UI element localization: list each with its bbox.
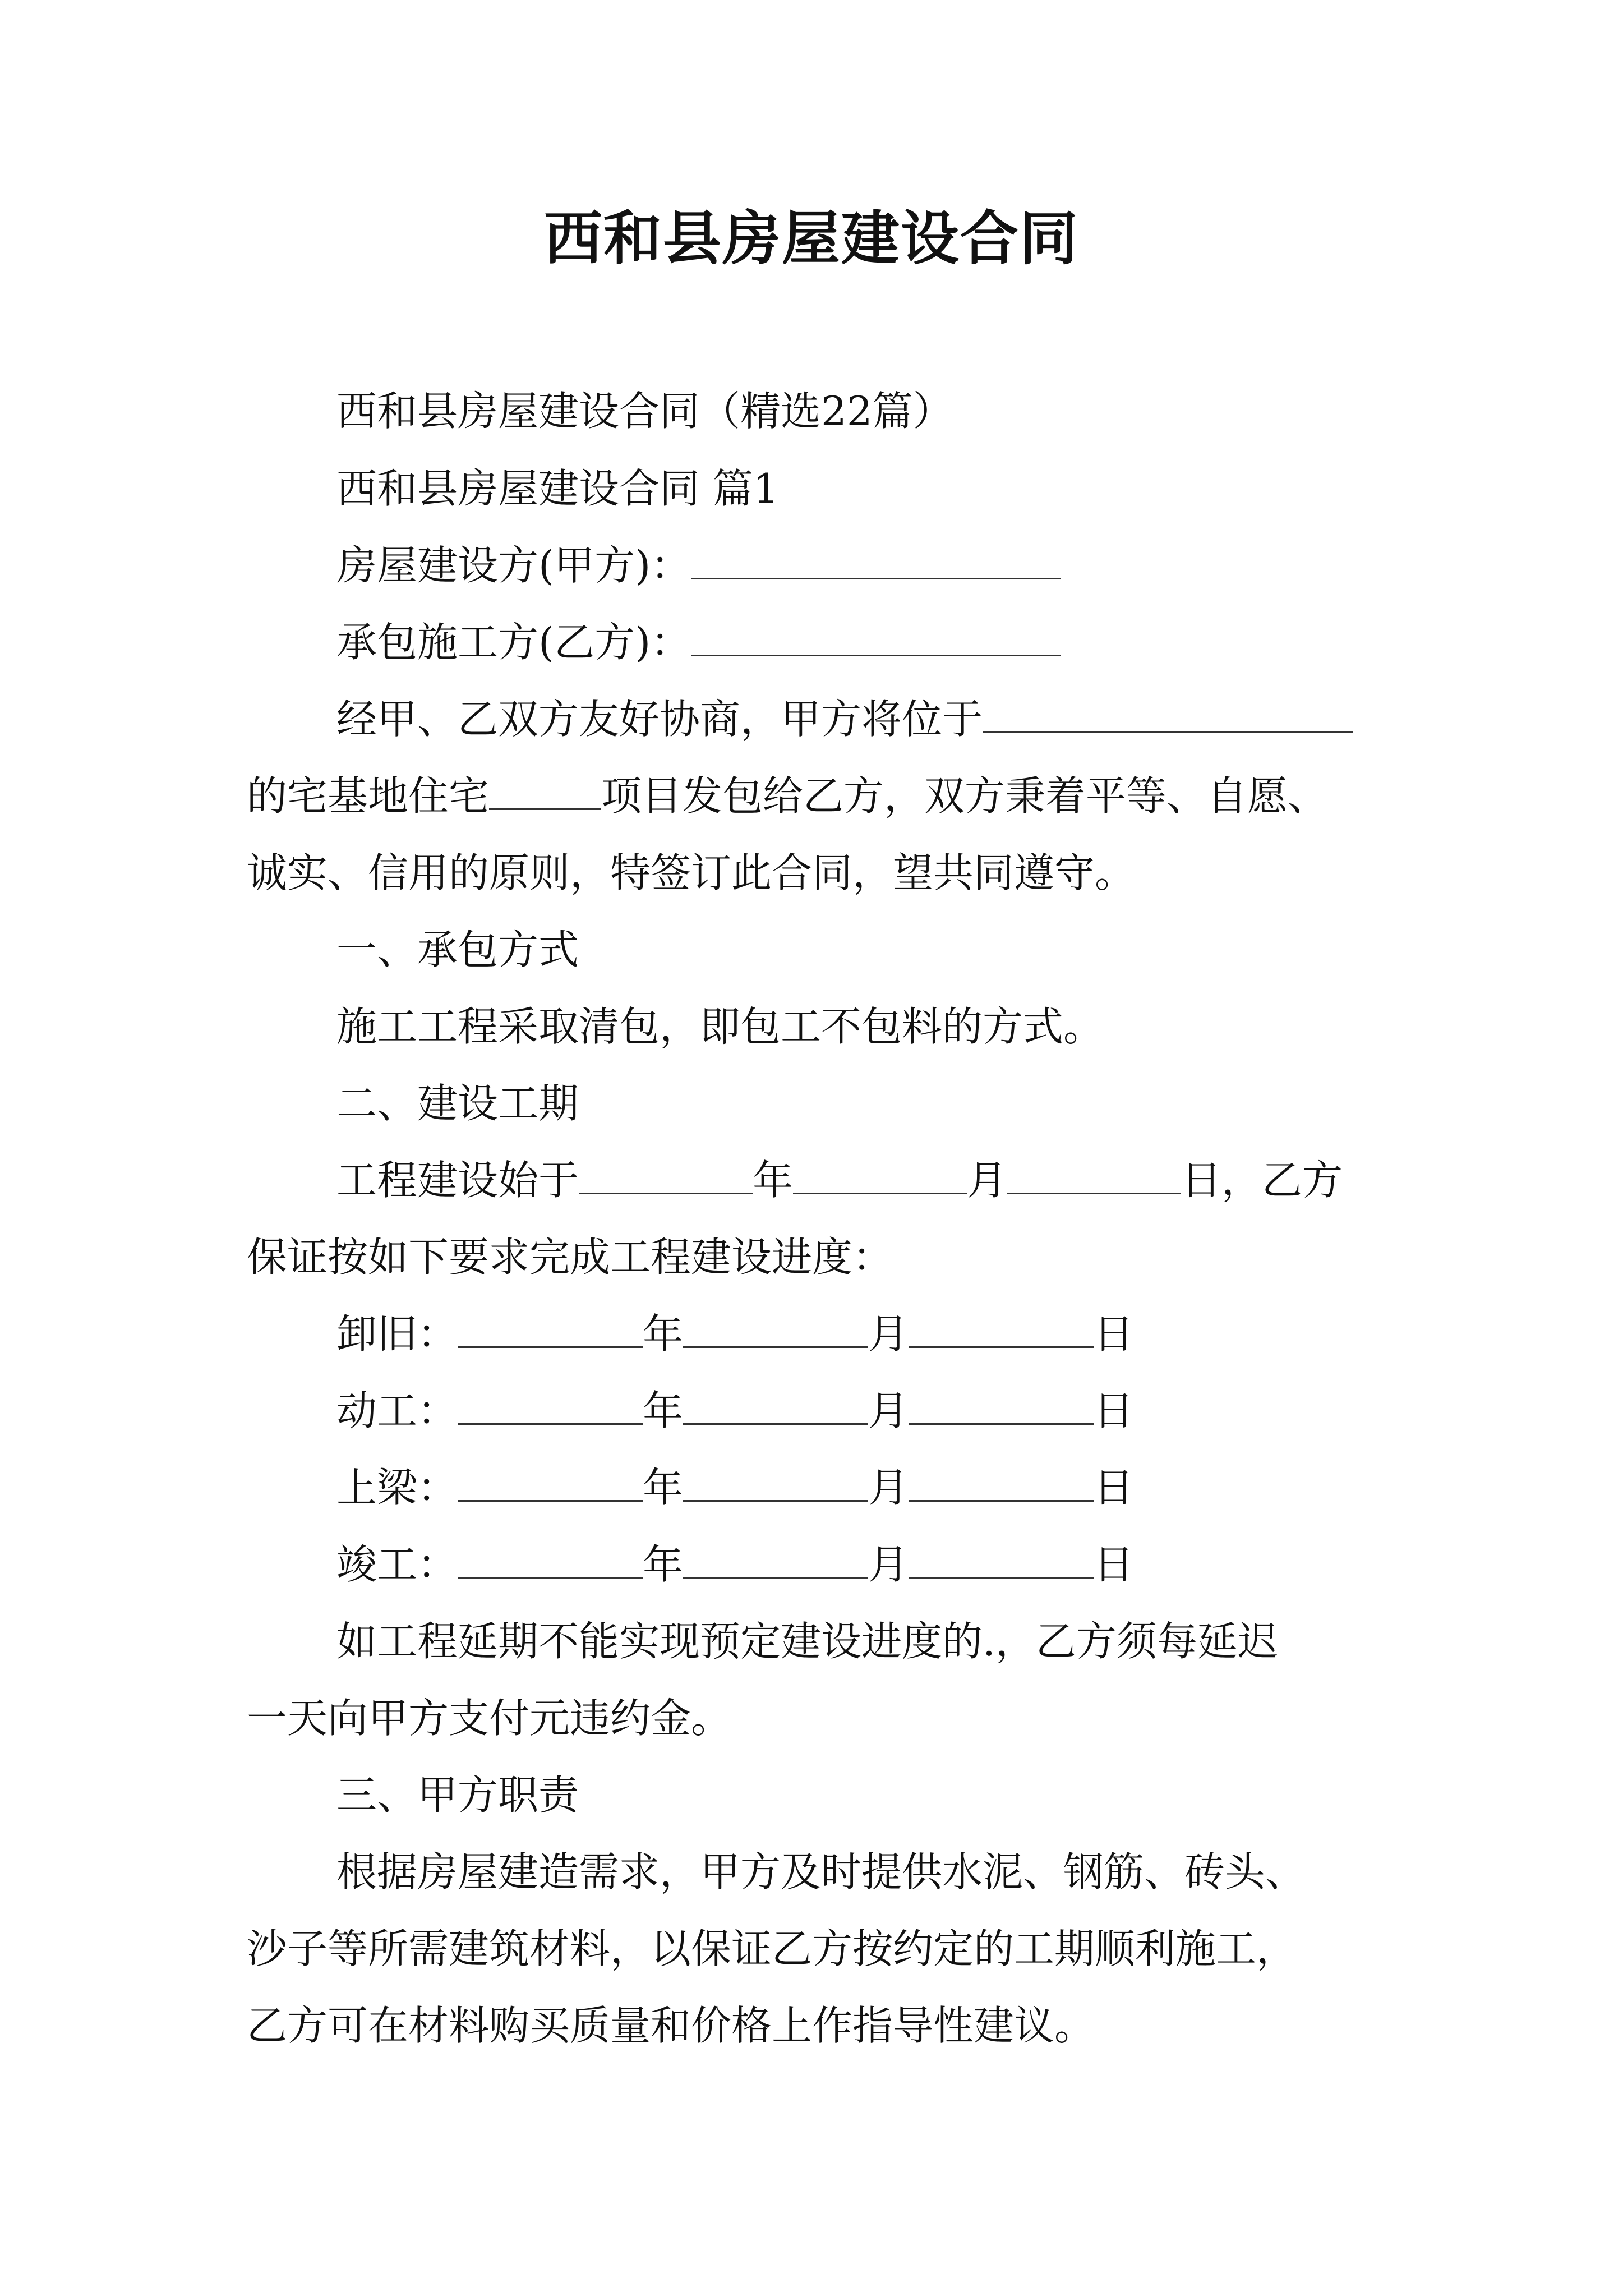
section-2-heading: 二、建设工期 xyxy=(336,1080,579,1127)
milestone-complete xyxy=(247,1526,1481,1603)
milestone-label: 卸旧： xyxy=(336,1310,458,1358)
intro-line-3: 诚实、信用的原则，特签订此合同，望共同遵守。 xyxy=(247,849,1136,896)
year-blank xyxy=(458,1543,643,1579)
milestone-beam xyxy=(247,1450,1481,1526)
month-blank xyxy=(683,1466,868,1502)
milestone-label: 上梁： xyxy=(336,1464,458,1511)
milestone-label: 竣工： xyxy=(336,1541,458,1588)
document-subtitle: 西和县房屋建设合同（精选22篇） xyxy=(336,388,953,435)
milestone-demolish xyxy=(247,1296,1481,1372)
day-blank xyxy=(909,1543,1094,1579)
party-b-line xyxy=(247,604,1481,680)
milestone-label: 动工： xyxy=(336,1387,458,1434)
day-blank xyxy=(909,1313,1094,1348)
section-3-line-1: 根据房屋建造需求，甲方及时提供水泥、钢筋、砖头、 xyxy=(336,1848,1306,1895)
month-blank xyxy=(683,1389,868,1425)
year-unit: 年 xyxy=(643,1464,684,1511)
party-a-label: 房屋建设方(甲方)： xyxy=(336,542,691,589)
location-blank xyxy=(983,698,1353,733)
year-unit: 年 xyxy=(643,1387,684,1434)
party-b-label: 承包施工方(乙方)： xyxy=(336,619,691,666)
schedule-intro: 保证按如下要求完成工程建设进度： xyxy=(247,1234,893,1281)
start-year-blank xyxy=(579,1159,753,1194)
section-3-line-3: 乙方可在材料购买质量和价格上作指导性建议。 xyxy=(247,2002,1095,2049)
party-b-blank xyxy=(691,621,1061,656)
intro-line-1 xyxy=(247,681,1481,757)
delay-line-2: 一天向甲方支付元违约金。 xyxy=(247,1695,732,1742)
year-blank xyxy=(458,1389,643,1425)
start-prefix: 工程建设始于 xyxy=(336,1157,579,1204)
year-blank xyxy=(458,1466,643,1502)
month-unit: 月 xyxy=(868,1387,909,1434)
month-unit: 月 xyxy=(868,1310,909,1358)
intro-prefix: 经甲、乙双方友好协商，甲方将位于 xyxy=(336,696,983,743)
day-blank xyxy=(909,1389,1094,1425)
month-blank xyxy=(683,1313,868,1348)
year-unit: 年 xyxy=(643,1541,684,1588)
year-blank xyxy=(458,1313,643,1348)
section-1-heading: 一、承包方式 xyxy=(336,926,579,973)
start-day-blank xyxy=(1007,1159,1181,1194)
start-suffix: 日，乙方 xyxy=(1181,1157,1343,1204)
delay-line-1: 如工程延期不能实现预定建设进度的.，乙方须每延迟 xyxy=(336,1618,1278,1665)
month-unit: 月 xyxy=(967,1157,1008,1204)
day-unit: 日 xyxy=(1094,1387,1135,1434)
day-unit: 日 xyxy=(1094,1310,1135,1358)
intro-mid2: 项目发包给乙方，双方秉着平等、自愿、 xyxy=(601,772,1329,820)
day-unit: 日 xyxy=(1094,1464,1135,1511)
party-a-line xyxy=(247,527,1481,604)
document-title: 西和县房屋建设合同 xyxy=(543,204,1079,273)
month-unit: 月 xyxy=(868,1541,909,1588)
milestone-start xyxy=(247,1373,1481,1449)
day-blank xyxy=(909,1466,1094,1502)
intro-mid1: 的宅基地住宅 xyxy=(247,772,490,820)
year-unit: 年 xyxy=(643,1310,684,1358)
start-date-line xyxy=(247,1142,1481,1218)
month-unit: 月 xyxy=(868,1464,909,1511)
month-blank xyxy=(683,1543,868,1579)
year-unit: 年 xyxy=(753,1157,794,1204)
start-month-blank xyxy=(793,1159,967,1194)
chapter-heading: 西和县房屋建设合同 篇1 xyxy=(336,465,779,512)
section-3-heading: 三、甲方职责 xyxy=(336,1772,579,1819)
section-3-line-2: 沙子等所需建筑材料，以保证乙方按约定的工期顺利施工， xyxy=(247,1925,1297,1972)
day-unit: 日 xyxy=(1094,1541,1135,1588)
intro-line-2 xyxy=(247,758,1391,834)
section-1-text: 施工工程采取清包，即包工不包料的方式。 xyxy=(336,1003,1104,1050)
party-a-blank xyxy=(691,544,1061,579)
project-blank xyxy=(489,775,601,810)
